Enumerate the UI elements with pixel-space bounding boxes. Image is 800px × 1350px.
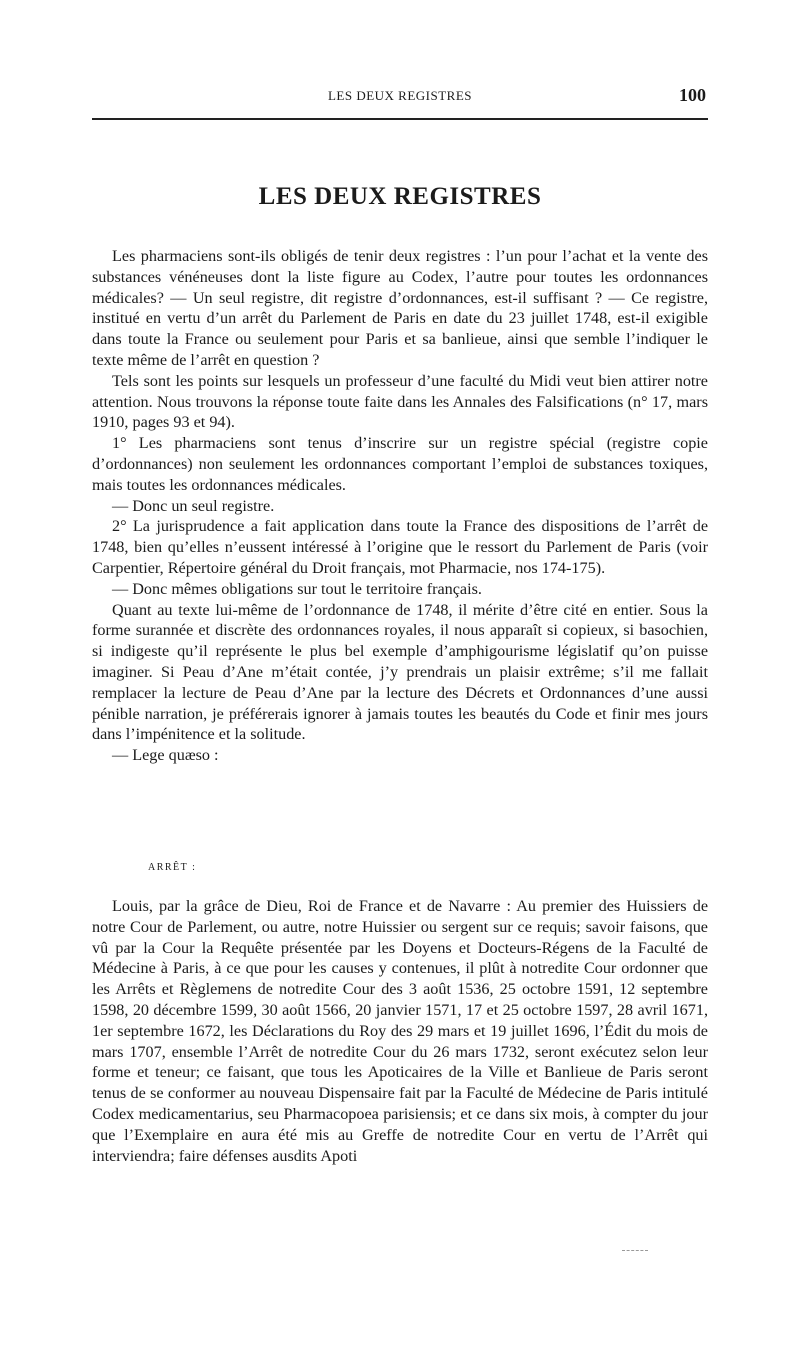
paragraph: — Donc mêmes obligations sur tout le territoire français. (112, 579, 482, 598)
arret-body (92, 896, 708, 1166)
running-head-title: LES DEUX REGISTRES (327, 88, 473, 103)
paragraph: Quant au texte lui-même de l’ordonnance de 1748, il mérite d’être cité en entier. Sous la forme surannée et discrète des ordonnances royales, il nous apparaît si copieux, si basochien, si indigeste qu’il représente le plus bel exemple d’amphigourisme législatif qu’on puisse imaginer. Si Peau d’Ane m’était contée, j’y prendrais un plaisir extrême; s’il me fallait remplacer la lecture de Peau d’Ane par la lecture des Décrets et Ordonnances d’une aussi pénible narration, je préférerais ignorer à jamais toutes les beautés du Code et finir mes jours dans l’impénitence et la solitude. (92, 600, 708, 744)
header-rule (92, 118, 708, 120)
article-title: LES DEUX REGISTRES (258, 183, 542, 210)
running-head (92, 85, 708, 110)
paragraph: 1° Les pharmaciens sont tenus d’inscrire sur un registre spécial (registre copie d’ordonnances) non seulement les ordonnances comportant l’emploi de substances toxiques, mais toutes les ordonnances médicales. (92, 434, 708, 494)
paragraph: Les pharmaciens sont-ils obligés de tenir deux registres : l’un pour l’achat et la vente des substances vénéneuses dont la liste figure au Codex, l’autre pour toutes les ordonnances médicales? — Un seul registre, dit registre d’ordonnances, est-il suffisant ? — Ce registre, institué en vertu d’un arrêt du Parlement de Paris en date du 23 juillet 1748, est-il exigible dans toute la France ou seulement pour Paris et sa banlieue, ainsi que semble l’indiquer le texte même de l’arrêt en question ? (92, 247, 708, 369)
article-body (92, 246, 708, 766)
paragraph: — Donc un seul registre. (112, 496, 275, 515)
paragraph: 2° La jurisprudence a fait application dans toute la France des dispositions de l’arrêt de 1748, bien qu’elles n’eussent intéressé à l’origine que le ressort du Parlement de Paris (voir Carpentier, Répertoire général du Droit français, mot Pharmacie, nos 174-175). (92, 517, 708, 577)
paragraph: — Lege quæso : (112, 746, 219, 765)
arret-paragraph: Louis, par la grâce de Dieu, Roi de France et de Navarre : Au premier des Huissiers de notre Cour de Parlement, ou autre, notre Huissier ou sergent sur ce requis; savoir faisons, que vû par la Cour la Requête présentée par les Doyens et Docteurs-Régens de la Faculté de Médecine à Paris, à ce que pour les causes y contenues, il plût à notredite Cour ordonner que les Arrêts et Règlemens de notredite Cour des 3 août 1536, 25 octobre 1591, 12 septembre 1598, 20 décembre 1599, 30 août 1566, 20 janvier 1571, 17 et 25 octobre 1597, 28 avril 1671, 1er septembre 1672, les Déclarations du Roy des 29 mars et 19 juillet 1696, l’Édit du mois de mars 1707, ensemble l’Arrêt de notredite Cour du 26 mars 1732, seront exécutez selon leur forme et teneur; ce faisant, que tous les Apoticaires de la Ville et Banlieue de Paris seront tenus de se conformer au nouveau Dispensaire fait par la Faculté de Médecine de Paris intitulé Codex medicamentarius, seu Pharmacopoea parisiensis; et ce dans six mois, à compter du jour que l’Exemplaire en aura été mis au Greffe de notredite Cour en vertu de l’Arrêt qui interviendra; faire défenses ausdits Apoti (92, 897, 708, 1165)
arret-heading: ARRÊT : (148, 862, 197, 873)
footer-mark (622, 1250, 648, 1251)
page-number: 100 (679, 85, 706, 105)
paragraph: Tels sont les points sur lesquels un professeur d’une faculté du Midi veut bien attirer notre attention. Nous trouvons la réponse toute faite dans les Annales des Falsifications (n° 17, mars 1910, pages 93 et 94). (92, 371, 708, 432)
